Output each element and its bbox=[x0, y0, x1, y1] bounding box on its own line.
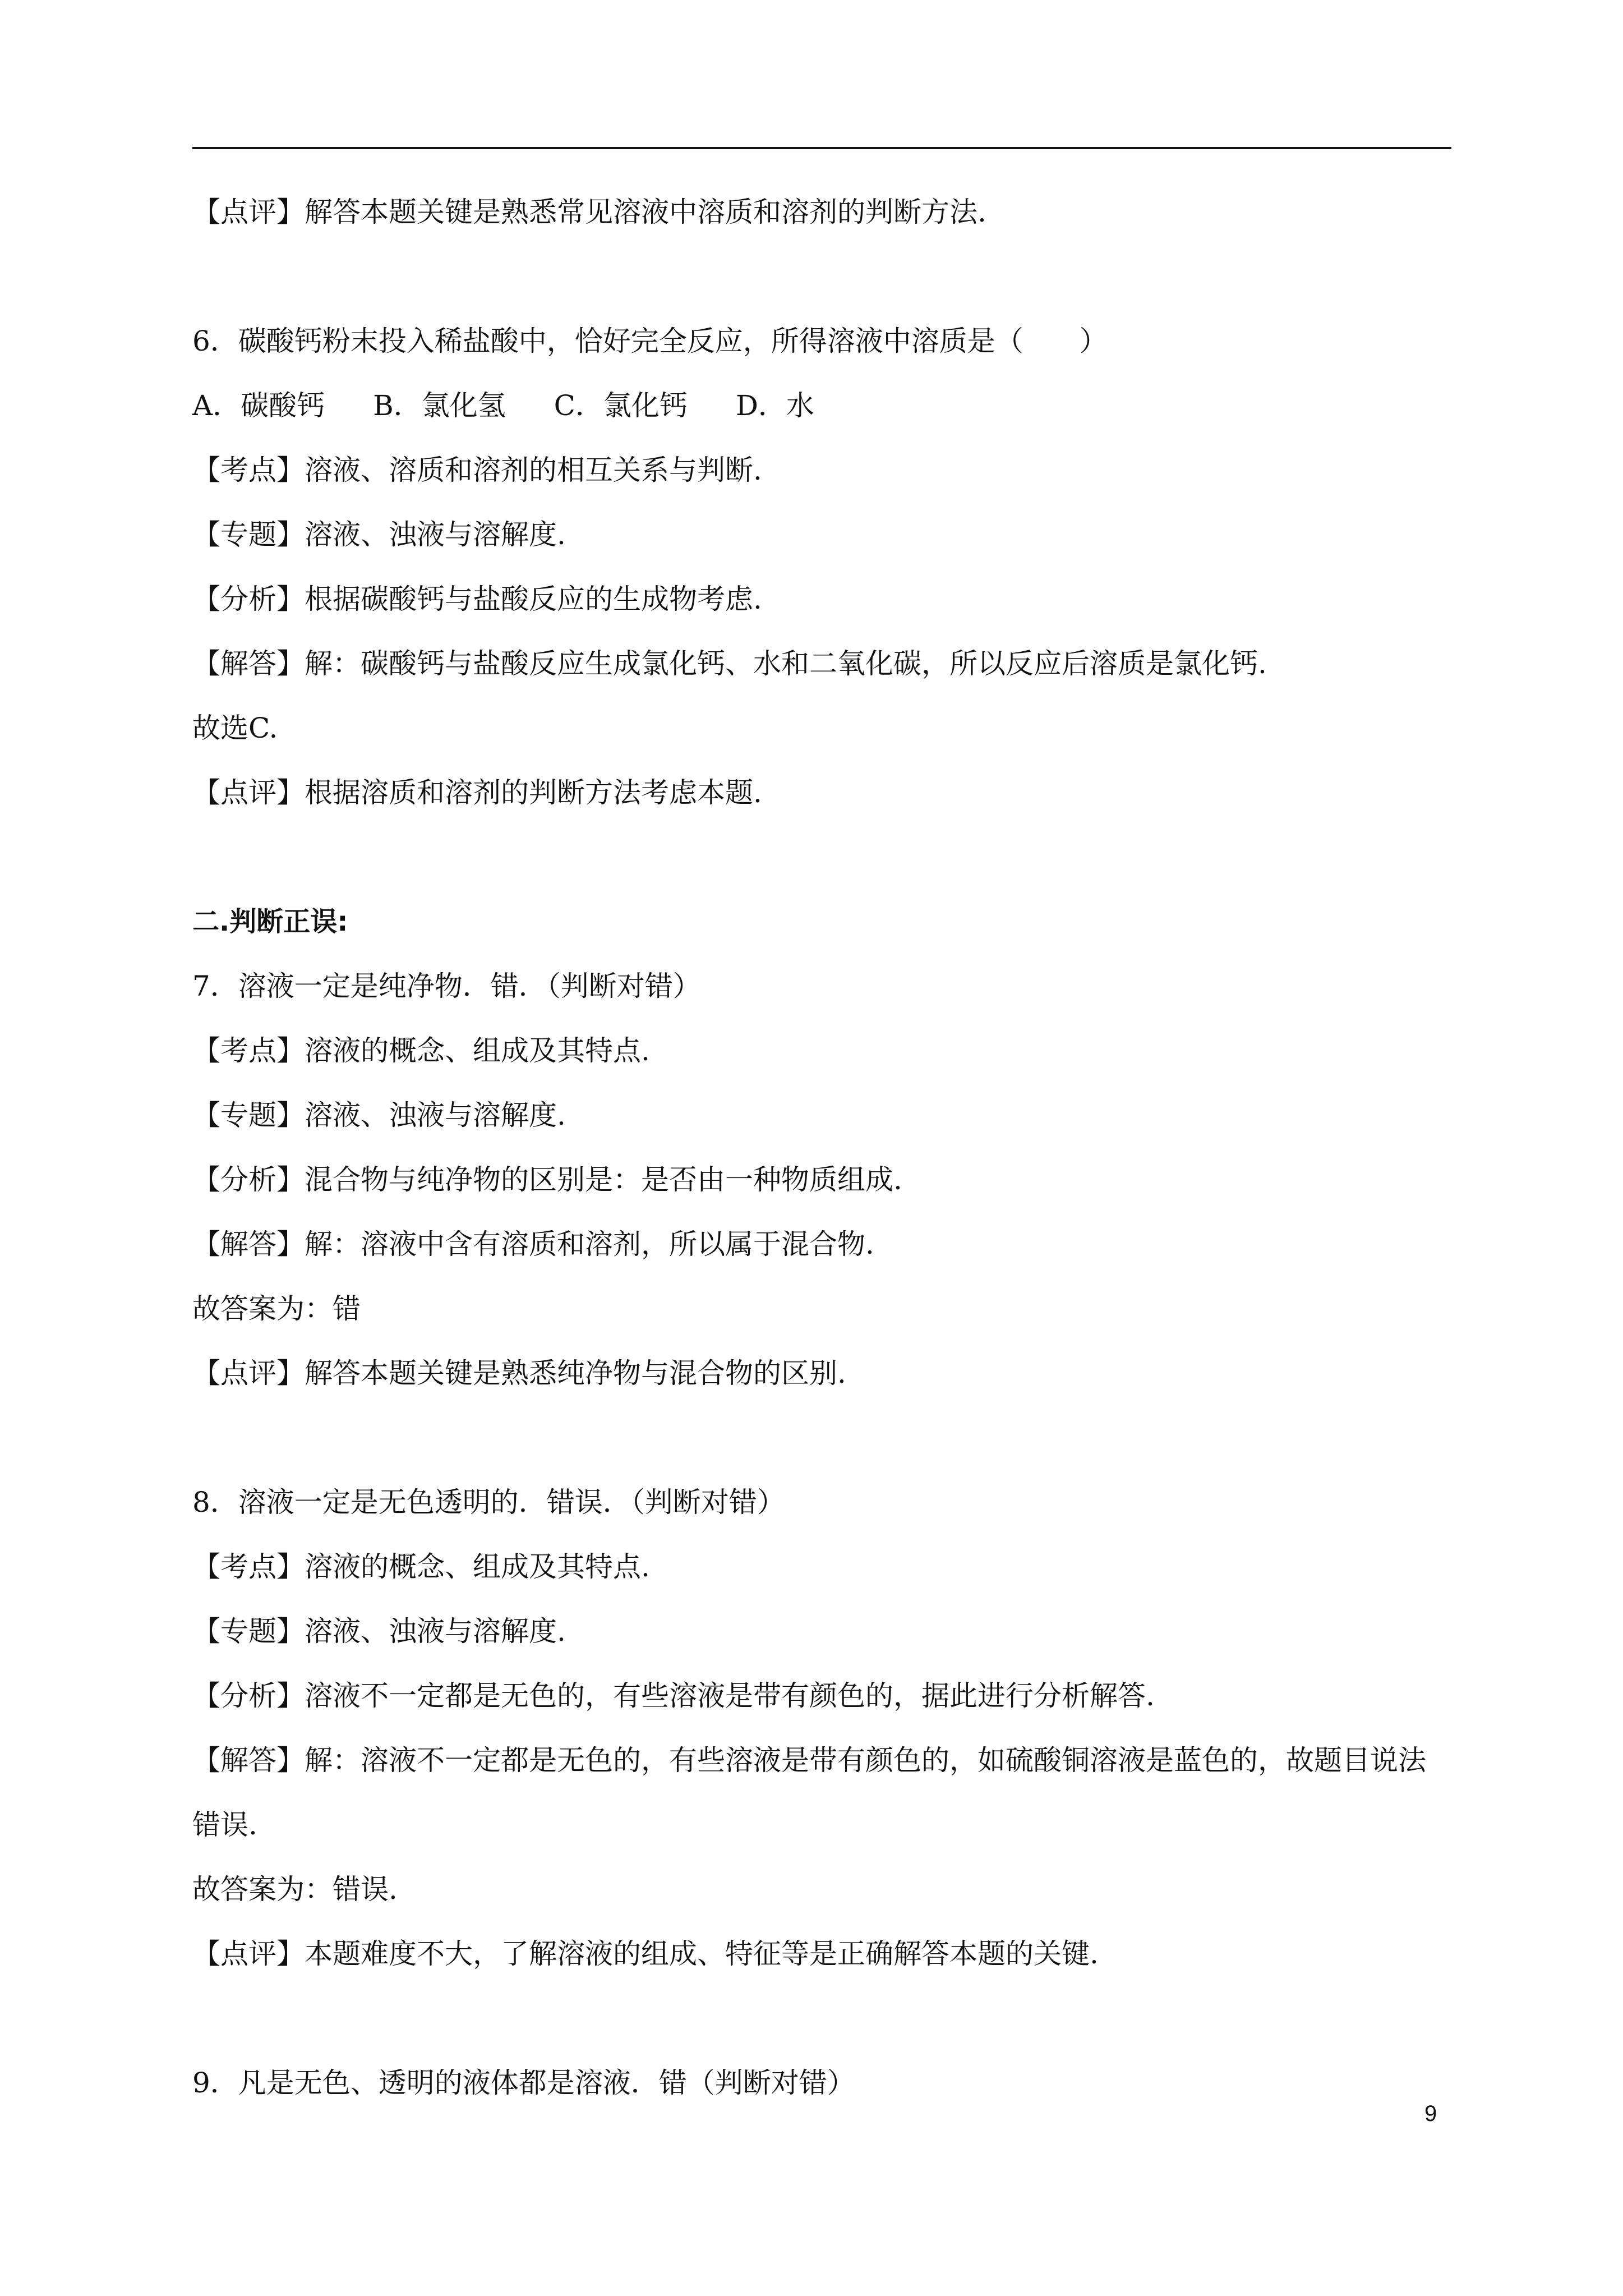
spacer bbox=[192, 841, 1451, 906]
q8-jieda: 【解答】解：溶液不一定都是无色的，有些溶液是带有颜色的，如硫酸铜溶液是蓝色的，故题目说法错误. bbox=[192, 1744, 1426, 1841]
q6-choice-c: C．氯化钙 bbox=[554, 389, 688, 422]
spacer bbox=[192, 261, 1451, 325]
q6-choice-b: B．氯化氢 bbox=[373, 389, 506, 422]
q7-zhuanti: 【专题】溶液、浊液与溶解度. bbox=[192, 1099, 566, 1131]
page-number: 9 bbox=[1424, 2101, 1437, 2126]
q7-jieda: 【解答】解：溶液中含有溶质和溶剂，所以属于混合物. bbox=[192, 1228, 874, 1260]
q7-fenxi: 【分析】混合物与纯净物的区别是：是否由一种物质组成. bbox=[192, 1163, 902, 1196]
q8-question: 8．溶液一定是无色透明的．错误．（判断对错） bbox=[192, 1486, 785, 1519]
q8-comment: 【点评】本题难度不大，了解溶液的组成、特征等是正确解答本题的关键. bbox=[192, 1938, 1099, 1970]
spacer bbox=[192, 2003, 1451, 2067]
q6-zhuanti: 【专题】溶液、浊液与溶解度. bbox=[192, 518, 566, 551]
q7-question: 7．溶液一定是纯净物．错．（判断对错） bbox=[192, 970, 701, 1002]
page-content bbox=[192, 196, 1451, 2132]
q9-question: 9．凡是无色、透明的液体都是溶液．错（判断对错） bbox=[192, 2067, 855, 2099]
spacer bbox=[192, 1422, 1451, 1487]
q6-question: 6．碳酸钙粉末投入稀盐酸中，恰好完全反应，所得溶液中溶质是（ ） bbox=[192, 325, 1108, 357]
q6-jieda: 【解答】解：碳酸钙与盐酸反应生成氯化钙、水和二氧化碳，所以反应后溶质是氯化钙. bbox=[192, 647, 1267, 680]
q6-fenxi: 【分析】根据碳酸钙与盐酸反应的生成物考虑. bbox=[192, 583, 762, 615]
q8-kaodian: 【考点】溶液的概念、组成及其特点. bbox=[192, 1550, 650, 1583]
q6-answer: 故选C. bbox=[192, 712, 278, 744]
section-heading: 二.判断正误: bbox=[192, 906, 348, 937]
q6-kaodian: 【考点】溶液、溶质和溶剂的相互关系与判断. bbox=[192, 454, 762, 486]
q6-comment: 【点评】根据溶质和溶剂的判断方法考虑本题. bbox=[192, 776, 762, 809]
q6-choice-d: D．水 bbox=[735, 389, 814, 422]
q8-zhuanti: 【专题】溶液、浊液与溶解度. bbox=[192, 1615, 566, 1648]
q8-answer: 故答案为：错误. bbox=[192, 1873, 398, 1906]
q6-choices bbox=[192, 390, 1451, 422]
q7-comment: 【点评】解答本题关键是熟悉纯净物与混合物的区别. bbox=[192, 1357, 846, 1389]
q7-kaodian: 【考点】溶液的概念、组成及其特点. bbox=[192, 1034, 650, 1067]
q5-comment: 【点评】解答本题关键是熟悉常见溶液中溶质和溶剂的判断方法. bbox=[192, 196, 986, 228]
q6-choice-a: A．碳酸钙 bbox=[192, 389, 325, 422]
header-rule bbox=[192, 147, 1451, 149]
q7-answer: 故答案为：错 bbox=[192, 1292, 361, 1325]
q8-fenxi: 【分析】溶液不一定都是无色的，有些溶液是带有颜色的，据此进行分析解答. bbox=[192, 1680, 1155, 1712]
